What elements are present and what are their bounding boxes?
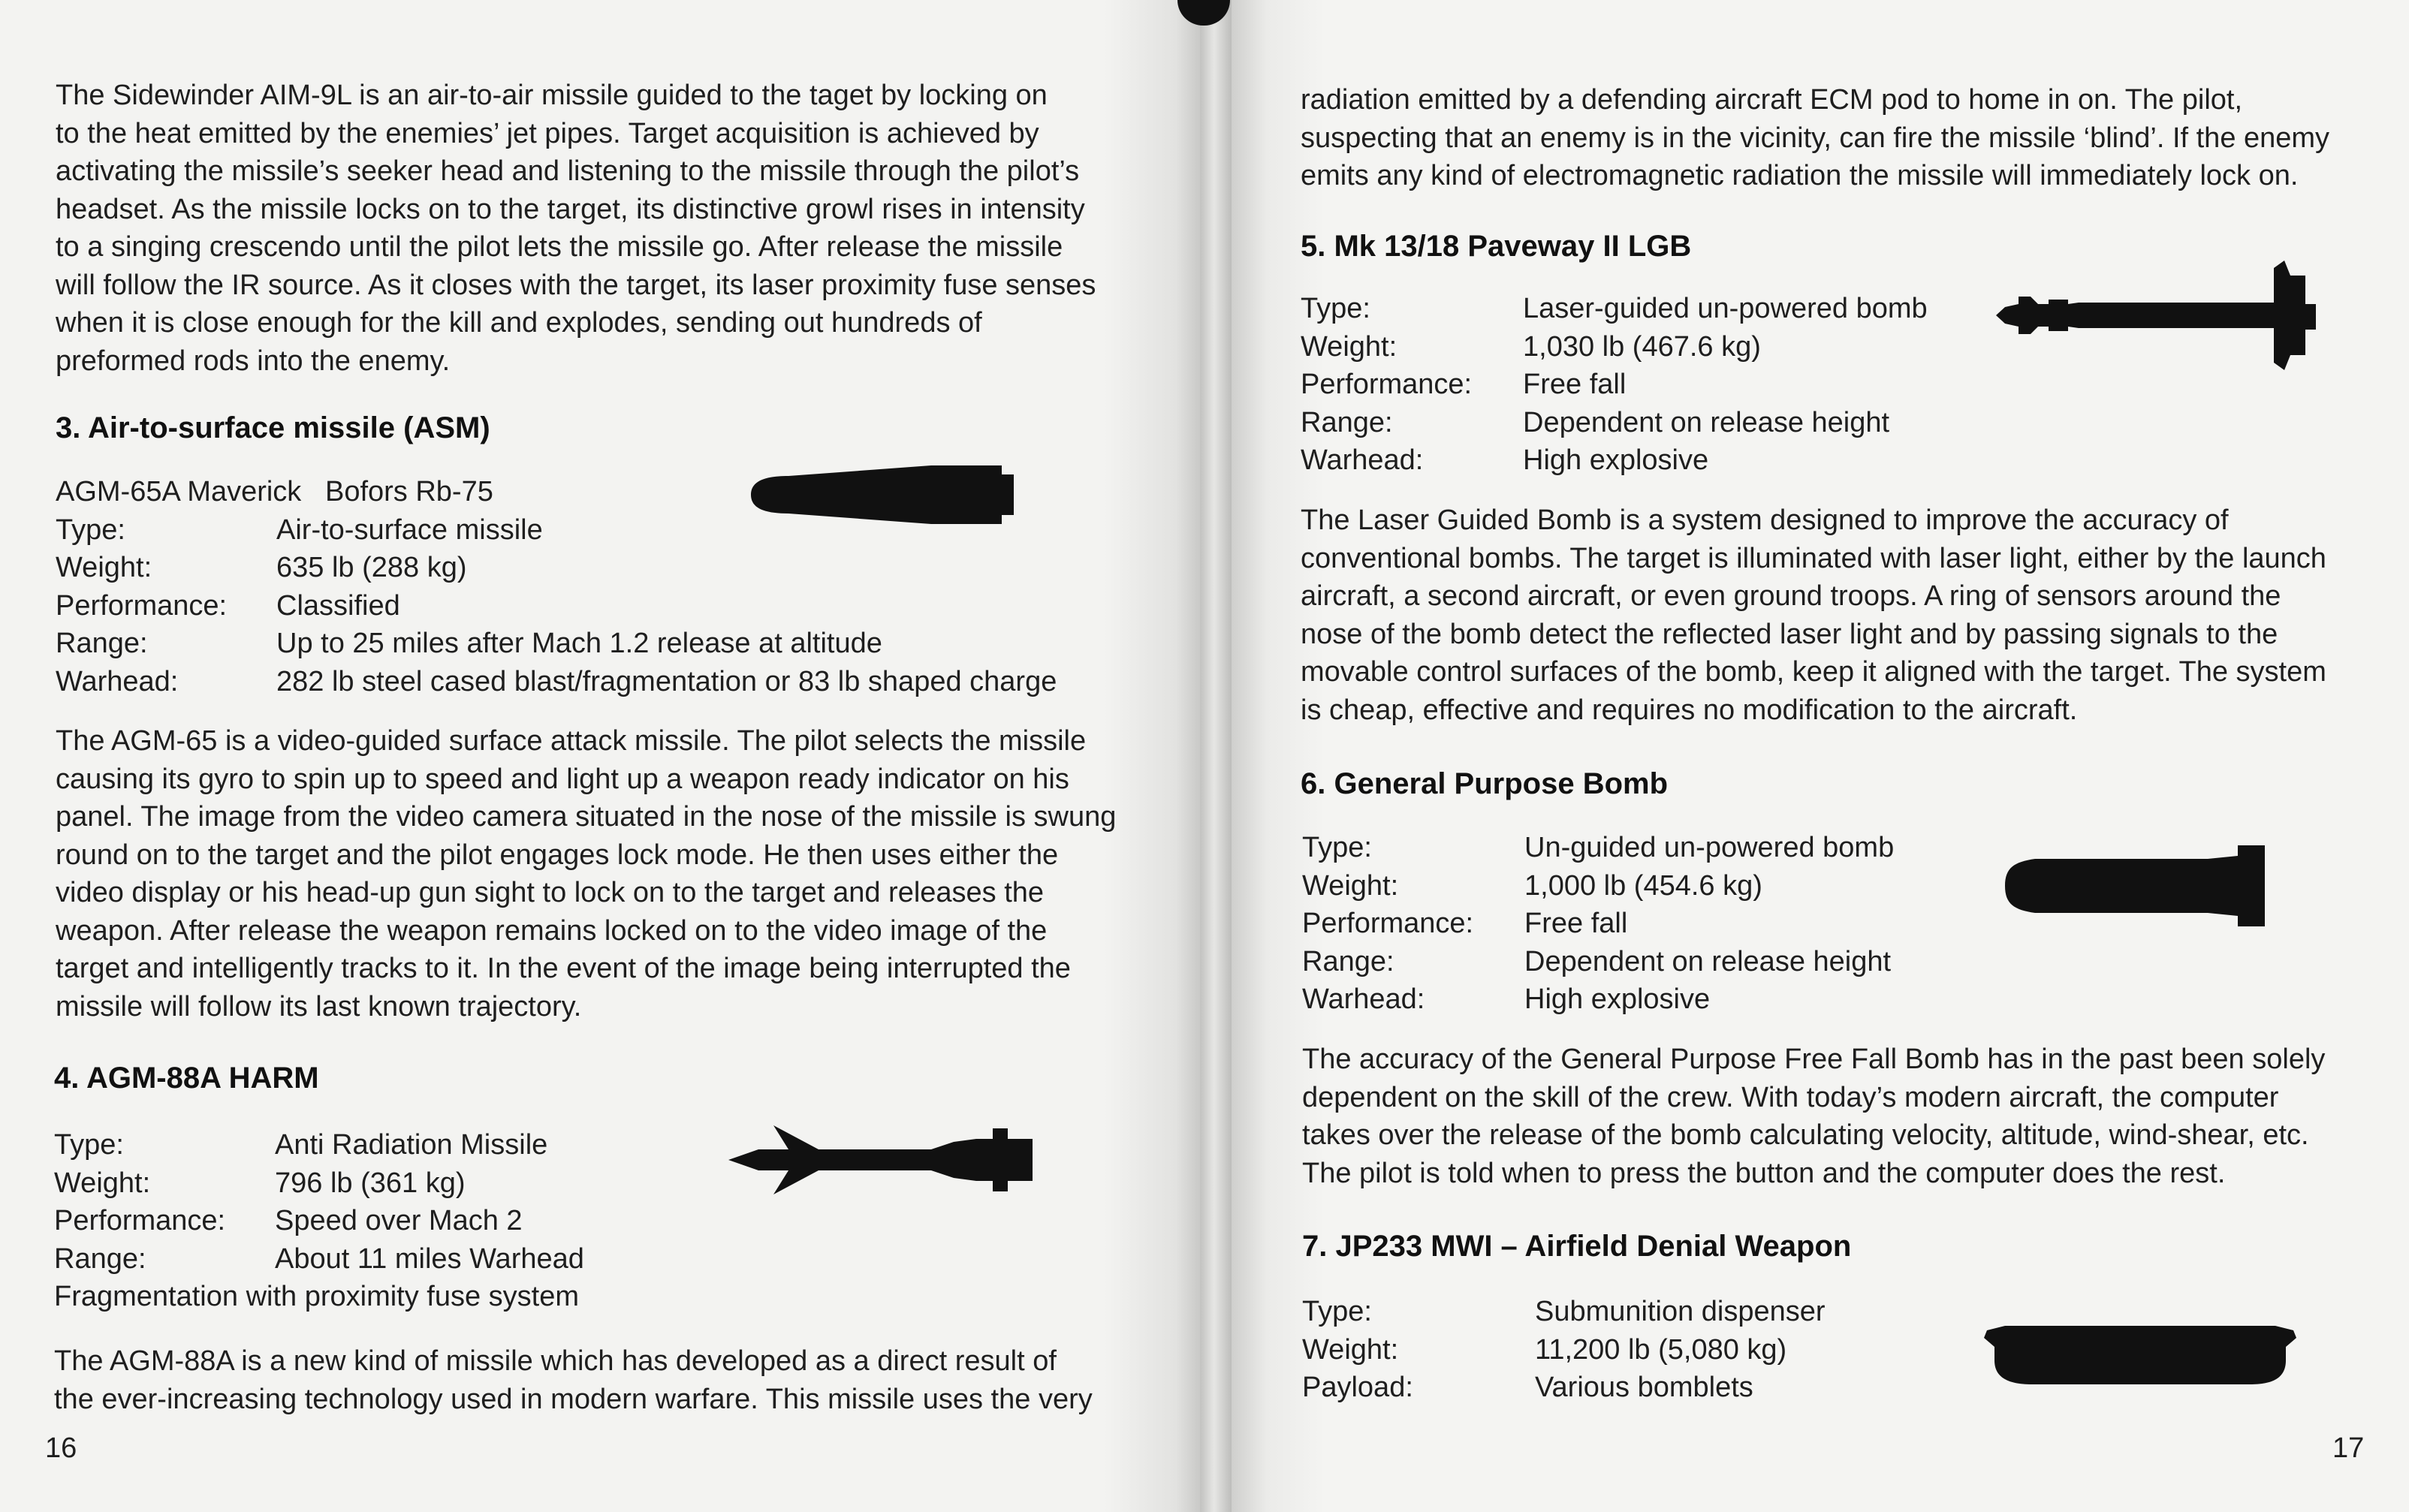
body-line: emits any kind of electromagnetic radiation the missile will immediately lock on. <box>1301 160 2299 191</box>
spec-label: Weight: <box>1302 869 1399 902</box>
spec-value: Un-guided un-powered bomb <box>1524 832 1895 863</box>
intro-line: to a singing crescendo until the pilot lets the missile go. After release the missile <box>56 231 1063 263</box>
intro-paragraph <box>56 77 1122 380</box>
spec-value: About 11 miles Warhead <box>275 1242 584 1275</box>
spec-label: Range: <box>1301 406 1393 438</box>
spec-label: Type: <box>1301 293 1370 324</box>
spec-label: Warhead: <box>56 665 179 697</box>
body-line: nose of the bomb detect the reflected laser light and by passing signals to the <box>1301 618 2278 650</box>
spec-value: Submunition dispenser <box>1535 1296 1826 1327</box>
section-heading-harm: 4. AGM-88A HARM <box>54 1062 319 1095</box>
continued-paragraph <box>1301 81 2365 195</box>
asm-body <box>56 722 1122 1026</box>
finned-missile-icon <box>728 1122 1033 1197</box>
dispenser-pod-icon <box>1982 1315 2298 1387</box>
body-line: The Laser Guided Bomb is a system designed to improve the accuracy of <box>1301 505 2229 536</box>
paveway-body <box>1301 501 2365 729</box>
spec-value: 796 lb (361 kg) <box>275 1167 466 1199</box>
spec-label: Range: <box>1302 945 1394 977</box>
body-line: causing its gyro to spin up to speed and light up a weapon ready indicator on his <box>56 763 1069 795</box>
spec-value: Classified <box>276 589 400 622</box>
spec-value: Dependent on release height <box>1523 406 1890 438</box>
intro-line: to the heat emitted by the enemies’ jet pipes. Target acquisition is achieved by <box>56 117 1039 149</box>
right-page <box>1232 0 2409 1512</box>
body-line: takes over the release of the bomb calculating velocity, altitude, wind-shear, etc. <box>1302 1119 2309 1151</box>
spec-label: Warhead: <box>1301 444 1424 476</box>
spec-label: Payload: <box>1302 1372 1413 1403</box>
gp-body <box>1302 1041 2365 1192</box>
spec-label: Weight: <box>54 1167 151 1199</box>
spec-label: Weight: <box>56 552 152 583</box>
spec-value: Free fall <box>1524 908 1628 939</box>
spec-value: Dependent on release height <box>1524 945 1892 977</box>
spec-value: 1,000 lb (454.6 kg) <box>1524 869 1762 902</box>
section-heading-paveway: 5. Mk 13/18 Paveway II LGB <box>1301 230 1692 263</box>
intro-line: activating the missile’s seeker head and listening to the missile through the pilot’s <box>56 155 1080 187</box>
page-number: 16 <box>45 1432 77 1464</box>
harm-spec-table <box>54 1126 584 1316</box>
spec-value: Free fall <box>1523 369 1627 400</box>
spec-value: 1,030 lb (467.6 kg) <box>1523 330 1761 363</box>
spec-value: Up to 25 miles after Mach 1.2 release at altitude <box>276 628 882 659</box>
jp233-spec-table <box>1302 1293 1826 1407</box>
spec-value: High explosive <box>1523 444 1709 476</box>
book-gutter <box>1200 0 1232 1512</box>
intro-line: will follow the IR source. As it closes with the target, its laser proximity fuse senses <box>56 269 1096 301</box>
harm-body <box>54 1342 1122 1418</box>
body-line: the ever-increasing technology used in modern warfare. This missile uses the very <box>54 1383 1093 1415</box>
spec-value: 282 lb steel cased blast/fragmentation or 83 lb shaped charge <box>276 665 1057 697</box>
spec-label: Performance: <box>1301 369 1473 400</box>
section-heading-jp233: 7. JP233 MWI – Airfield Denial Weapon <box>1302 1230 1852 1263</box>
spec-value: Laser-guided un-powered bomb <box>1523 293 1928 324</box>
intro-line: The Sidewinder AIM-9L is an air-to-air missile guided to the taget by locking on <box>56 80 1048 111</box>
spec-label: Performance: <box>54 1205 226 1236</box>
body-line: suspecting that an enemy is in the vicinity, can fire the missile ‘blind’. If the enemy <box>1301 122 2330 154</box>
intro-line: preformed rods into the enemy. <box>56 345 451 377</box>
asm-subtitle: AGM-65A Maverick Bofors Rb-75 <box>56 476 493 508</box>
spec-label: Warhead: <box>1302 983 1425 1015</box>
section-heading-asm: 3. Air-to-surface missile (ASM) <box>56 411 490 444</box>
body-line: is cheap, effective and requires no modification to the aircraft. <box>1301 694 2078 726</box>
body-line: panel. The image from the video camera situated in the nose of the missile is swung <box>56 801 1117 833</box>
intro-line: headset. As the missile locks on to the target, its distinctive growl rises in intensity <box>56 193 1085 225</box>
body-line: The accuracy of the General Purpose Free Fall Bomb has in the past been solely <box>1302 1044 2326 1075</box>
left-page <box>0 0 1200 1512</box>
spec-label: Range: <box>54 1242 146 1275</box>
body-line: target and intelligently tracks to it. In the event of the image being interrupted the <box>56 953 1071 984</box>
spec-value: Air-to-surface missile <box>276 514 543 546</box>
body-line: weapon. After release the weapon remains locked on to the video image of the <box>56 914 1048 947</box>
body-line: missile will follow its last known trajectory. <box>56 990 582 1023</box>
spec-label: Type: <box>1302 1296 1372 1327</box>
spec-value: Anti Radiation Missile <box>275 1129 548 1161</box>
spec-value: 635 lb (288 kg) <box>276 552 467 583</box>
intro-line: when it is close enough for the kill and explodes, sending out hundreds of <box>56 307 982 339</box>
paveway-spec-table <box>1301 290 1928 480</box>
spec-value: Speed over Mach 2 <box>275 1205 523 1236</box>
spec-value: High explosive <box>1524 983 1711 1015</box>
spec-label: Weight: <box>1302 1333 1399 1366</box>
gp-spec-table <box>1302 829 1894 1019</box>
guided-bomb-icon <box>1996 259 2316 372</box>
spec-label: Weight: <box>1301 330 1397 363</box>
body-line: video display or his head-up gun sight to lock on to the target and releases the <box>56 877 1045 908</box>
section-heading-gp-bomb: 6. General Purpose Bomb <box>1301 767 1669 800</box>
body-line: aircraft, a second aircraft, or even ground troops. A ring of sensors around the <box>1301 580 2281 612</box>
harm-extra-line: Fragmentation with proximity fuse system <box>54 1281 580 1312</box>
spec-label: Type: <box>56 514 125 546</box>
body-line: conventional bombs. The target is illuminated with laser light, either by the launch <box>1301 542 2326 574</box>
bomb-silhouette-icon <box>2005 842 2265 929</box>
spec-value: Various bomblets <box>1535 1372 1753 1403</box>
body-line: round on to the target and the pilot engages lock mode. He then uses either the <box>56 839 1059 871</box>
body-line: The AGM-65 is a video-guided surface attack missile. The pilot selects the missile <box>56 725 1087 757</box>
body-line: The pilot is told when to press the button and the computer does the rest. <box>1302 1157 2226 1189</box>
body-line: movable control surfaces of the bomb, keep it aligned with the target. The system <box>1301 656 2326 688</box>
body-line: The AGM-88A is a new kind of missile which has developed as a direct result of <box>54 1345 1057 1377</box>
body-line: dependent on the skill of the crew. With today’s modern aircraft, the computer <box>1302 1081 2279 1113</box>
page-number: 17 <box>2332 1432 2365 1464</box>
spec-label: Type: <box>54 1129 124 1161</box>
spec-label: Performance: <box>1302 908 1474 939</box>
spec-label: Performance: <box>56 589 228 622</box>
missile-silhouette-icon <box>743 459 1014 530</box>
body-line: radiation emitted by a defending aircraft ECM pod to home in on. The pilot, <box>1301 84 2243 116</box>
spec-label: Range: <box>56 628 148 659</box>
spec-label: Type: <box>1302 832 1372 863</box>
spec-value: 11,200 lb (5,080 kg) <box>1535 1333 1787 1366</box>
